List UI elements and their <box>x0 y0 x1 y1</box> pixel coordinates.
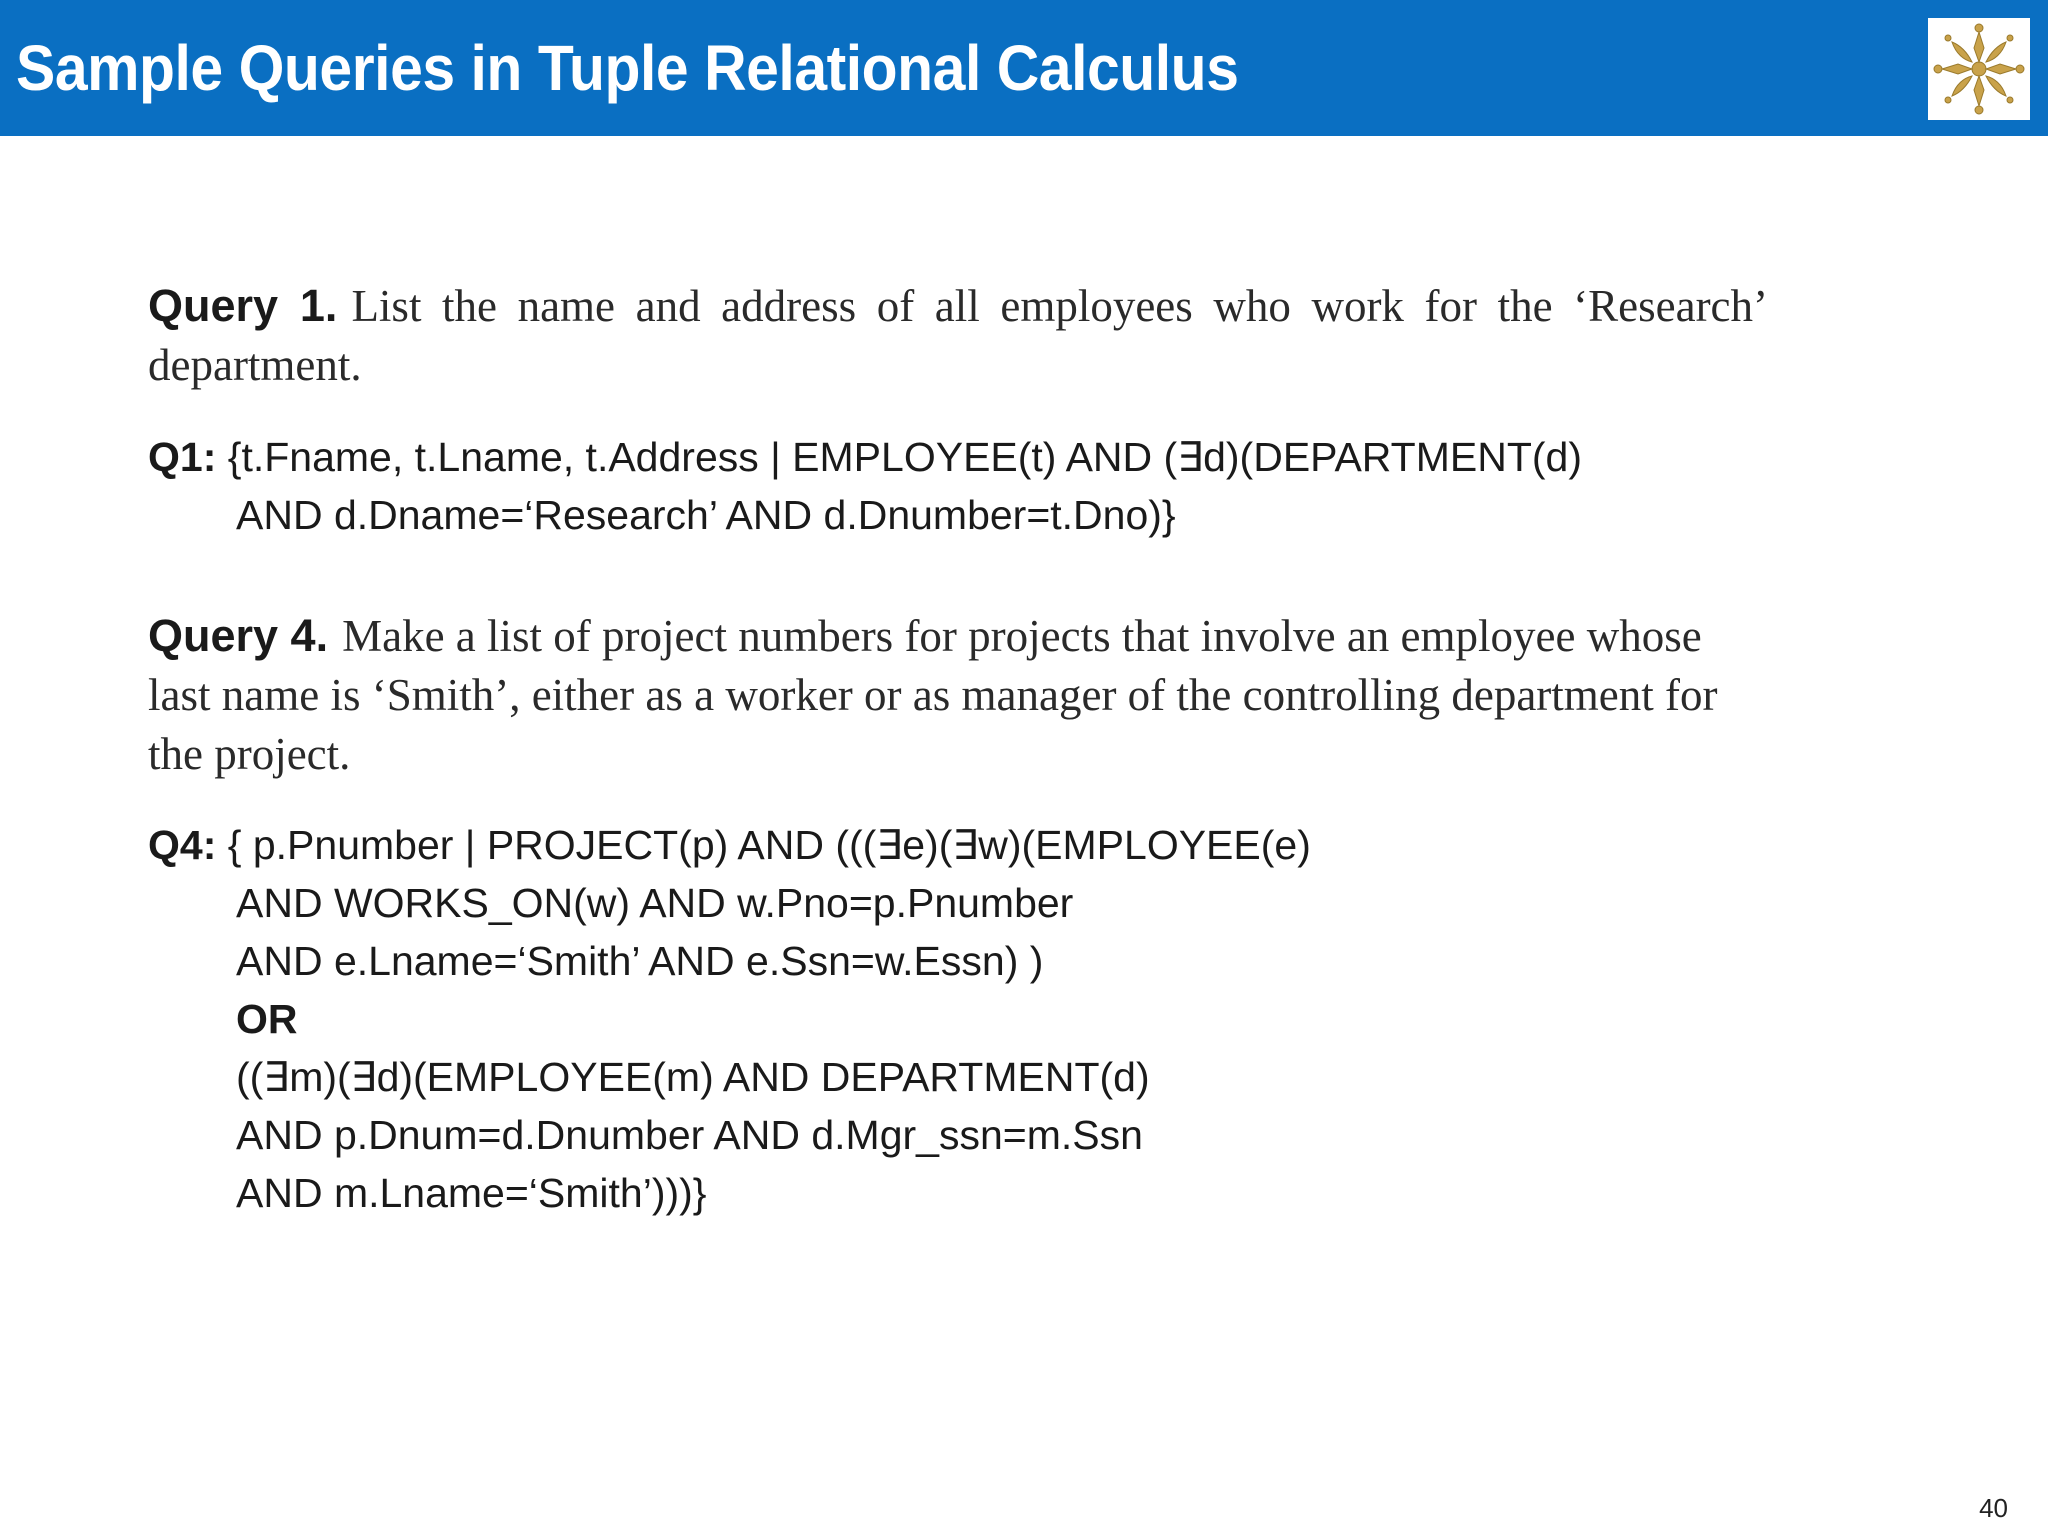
q4-line-3: AND e.Lname=‘Smith’ AND e.Ssn=w.Essn) ) <box>236 938 1044 984</box>
q1-formula <box>148 428 1582 544</box>
gold-ornament-logo-icon <box>1928 18 2030 120</box>
q4-line-4: OR <box>236 996 298 1042</box>
page-number: 40 <box>1979 1493 2008 1523</box>
query1-text: List the name and address of all employees who work for the ‘Research’ department. <box>148 281 1769 390</box>
q1-line-1: Q1: {t.Fname, t.Lname, t.Address | EMPLOYEE(t) AND (∃d)(DEPARTMENT(d) <box>148 434 1582 480</box>
q1-line-2: AND d.Dname=‘Research’ AND d.Dnumber=t.Dno)} <box>236 492 1176 538</box>
slide-header <box>0 0 2048 136</box>
query1-label: Query 1. <box>148 280 338 331</box>
query4-description <box>148 606 1748 784</box>
q4-line-1: Q4: { p.Pnumber | PROJECT(p) AND (((∃e)(∃w)(EMPLOYEE(e) <box>148 822 1311 868</box>
q4-formula <box>148 816 1311 1222</box>
q4-line-5: ((∃m)(∃d)(EMPLOYEE(m) AND DEPARTMENT(d) <box>236 1054 1150 1100</box>
query4-text: Make a list of project numbers for projects that involve an employee whose last name is ‘Smith’, either as a worker or as manager of the controlling department for the project. <box>148 611 1718 779</box>
q4-line-7: AND m.Lname=‘Smith’)))} <box>236 1170 707 1216</box>
query4-label: Query 4. <box>148 610 329 661</box>
query1-description <box>148 276 1768 395</box>
slide-title: Sample Queries in Tuple Relational Calculus <box>16 32 1239 104</box>
q4-line-2: AND WORKS_ON(w) AND w.Pno=p.Pnumber <box>236 880 1074 926</box>
q4-line-6: AND p.Dnum=d.Dnumber AND d.Mgr_ssn=m.Ssn <box>236 1112 1143 1158</box>
